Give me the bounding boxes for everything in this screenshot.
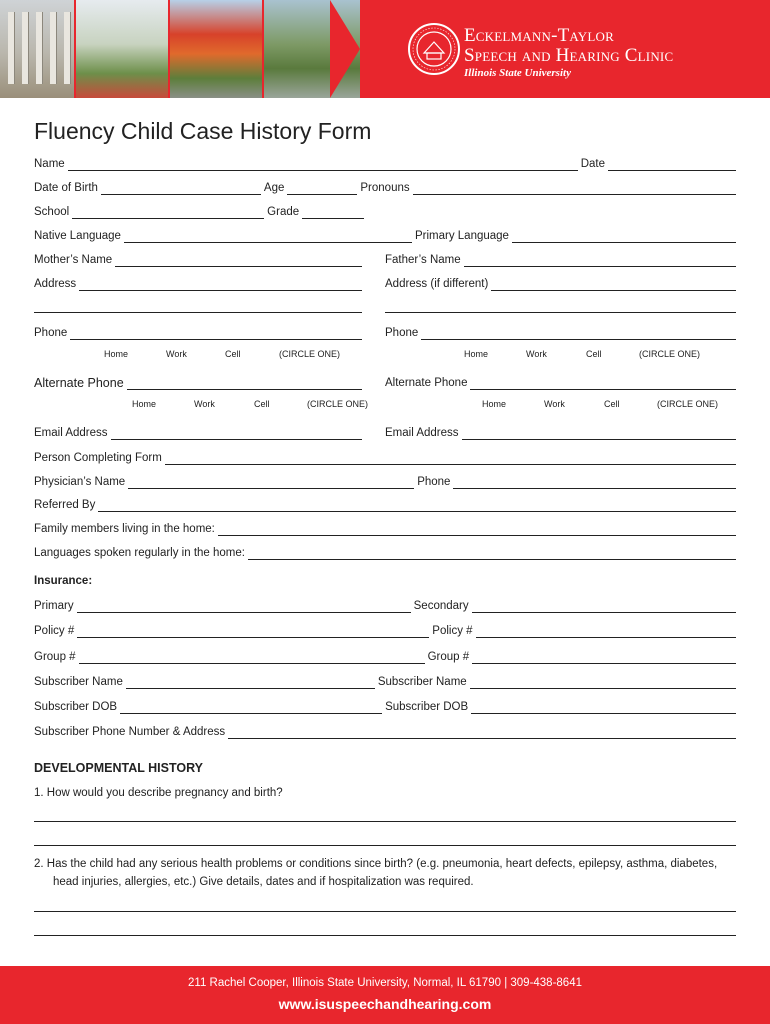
question-1: 1. How would you describe pregnancy and birth?	[34, 787, 283, 799]
phone-label-2: Phone	[385, 327, 419, 339]
policy-row	[34, 624, 736, 638]
alt-phone-option-work[interactable]: Work	[194, 399, 215, 409]
alt-phone-option-circle-note: (CIRCLE ONE)	[307, 399, 369, 409]
email-label-2: Email Address	[385, 427, 459, 439]
subscriber-name-label: Subscriber Name	[34, 676, 123, 688]
email-row	[34, 426, 362, 440]
fathers-name-label: Father’s Name	[385, 254, 461, 266]
campus-photo-tree	[170, 0, 262, 98]
mothers-name-field[interactable]	[115, 255, 362, 267]
subscriber-name-row	[34, 675, 736, 689]
policy-field-2[interactable]	[476, 626, 736, 638]
address-line-2[interactable]	[34, 312, 362, 313]
phone-option-work[interactable]: Work	[166, 349, 187, 359]
group-label: Group #	[34, 651, 76, 663]
native-language-field[interactable]	[124, 231, 412, 243]
subscriber-phone-row	[34, 725, 736, 739]
phone2-option-circle-note: (CIRCLE ONE)	[639, 349, 701, 359]
pronouns-label: Pronouns	[360, 182, 410, 194]
footer-address: 211 Rachel Cooper, Illinois State University, Normal, IL 61790 | 309-438-8641	[188, 977, 582, 989]
phone-row	[34, 326, 362, 340]
alt-phone-label: Alternate Phone	[34, 376, 124, 390]
question-2-answer-line-1[interactable]	[34, 911, 736, 912]
language-row	[34, 229, 736, 243]
mothers-name-row	[34, 253, 362, 267]
clinic-name-line1: Eckelmann-Taylor	[464, 25, 614, 46]
phone-field-2[interactable]	[421, 328, 736, 340]
alt-phone2-option-cell[interactable]: Cell	[604, 399, 620, 409]
group-field-2[interactable]	[472, 652, 736, 664]
referred-by-label: Referred By	[34, 499, 96, 511]
fathers-name-field[interactable]	[464, 255, 736, 267]
university-seal-icon	[407, 22, 461, 76]
alt-phone-option-home[interactable]: Home	[132, 399, 157, 409]
campus-photo-building	[0, 0, 74, 98]
family-members-label: Family members living in the home:	[34, 523, 215, 535]
subscriber-dob-row	[34, 700, 736, 714]
policy-field[interactable]	[77, 626, 429, 638]
person-completing-row	[34, 451, 736, 465]
grade-label: Grade	[267, 206, 300, 218]
referred-by-row	[34, 498, 736, 512]
school-row	[34, 205, 364, 219]
question-1-answer-line-1[interactable]	[34, 821, 736, 822]
phone-option-home[interactable]: Home	[104, 349, 129, 359]
group-field[interactable]	[79, 652, 425, 664]
primary-insurance-label: Primary	[34, 600, 74, 612]
insurance-label: Insurance:	[34, 575, 93, 587]
address-row	[34, 277, 362, 291]
email-row-2	[385, 426, 736, 440]
primary-language-field[interactable]	[512, 231, 736, 243]
subscriber-name-label-2: Subscriber Name	[377, 676, 467, 688]
subscriber-name-field-2[interactable]	[470, 677, 736, 689]
name-field[interactable]	[68, 159, 578, 171]
footer-bar	[0, 966, 770, 1024]
phone2-option-home[interactable]: Home	[464, 349, 489, 359]
referred-by-field[interactable]	[98, 500, 736, 512]
age-label: Age	[263, 182, 285, 194]
header-banner	[0, 0, 770, 98]
phone-label: Phone	[34, 327, 68, 339]
address-different-label: Address (if different)	[385, 278, 489, 290]
phone-option-cell[interactable]: Cell	[225, 349, 241, 359]
languages-spoken-label: Languages spoken regularly in the home:	[34, 547, 245, 559]
dob-row	[34, 181, 736, 195]
clinic-name-line2: Speech and Hearing Clinic	[464, 45, 674, 66]
subscriber-phone-field[interactable]	[228, 727, 736, 739]
form-title: Fluency Child Case History Form	[34, 118, 372, 144]
name-label: Name	[34, 158, 65, 170]
subscriber-dob-label-2: Subscriber DOB	[385, 701, 469, 713]
date-field[interactable]	[608, 159, 736, 171]
phone2-option-work[interactable]: Work	[526, 349, 547, 359]
person-completing-field[interactable]	[165, 453, 736, 465]
school-label: School	[34, 206, 70, 218]
email-field-2[interactable]	[462, 428, 736, 440]
mothers-name-label: Mother’s Name	[34, 254, 113, 266]
physician-phone-field[interactable]	[453, 477, 736, 489]
phone-type-options	[0, 349, 770, 361]
alt-phone2-option-home[interactable]: Home	[482, 399, 507, 409]
physicians-name-label: Physician’s Name	[34, 476, 126, 488]
native-language-label: Native Language	[34, 230, 121, 242]
insurance-heading	[34, 574, 92, 588]
physicians-name-field[interactable]	[128, 477, 414, 489]
grade-field[interactable]	[302, 207, 364, 219]
name-date-row	[34, 157, 736, 171]
secondary-insurance-field[interactable]	[472, 601, 736, 613]
pronouns-field[interactable]	[413, 183, 736, 195]
clinic-name-block	[464, 26, 673, 80]
question-2-answer-line-2[interactable]	[34, 935, 736, 936]
footer-website-link[interactable]: www.isuspeechandhearing.com	[278, 996, 492, 1012]
subscriber-dob-label: Subscriber DOB	[34, 701, 118, 713]
alt-phone-row	[34, 376, 362, 390]
address-different-field[interactable]	[491, 279, 736, 291]
phone-option-circle-note: (CIRCLE ONE)	[279, 349, 341, 359]
primary-insurance-row	[34, 599, 736, 613]
university-name: Illinois State University	[464, 67, 571, 79]
address-label: Address	[34, 278, 77, 290]
banner-chevron	[330, 0, 360, 98]
phone2-option-cell[interactable]: Cell	[586, 349, 602, 359]
campus-photo-strip	[0, 0, 360, 98]
policy-label-2: Policy #	[432, 625, 473, 637]
alt-phone2-option-work[interactable]: Work	[544, 399, 565, 409]
family-members-field[interactable]	[218, 524, 736, 536]
subscriber-dob-field-2[interactable]	[471, 702, 736, 714]
primary-insurance-field[interactable]	[77, 601, 411, 613]
group-label-2: Group #	[427, 651, 470, 663]
phone-field[interactable]	[70, 328, 362, 340]
campus-photo-flags	[76, 0, 168, 98]
alt-phone-label-2: Alternate Phone	[385, 377, 468, 389]
developmental-history-heading: DEVELOPMENTAL HISTORY	[34, 761, 204, 775]
person-completing-label: Person Completing Form	[34, 452, 162, 464]
dob-label: Date of Birth	[34, 182, 98, 194]
languages-spoken-field[interactable]	[248, 548, 736, 560]
fathers-name-row	[385, 253, 736, 267]
alt-phone-type-options	[0, 399, 770, 411]
secondary-insurance-label: Secondary	[413, 600, 469, 612]
school-field[interactable]	[72, 207, 264, 219]
alt-phone-field-2[interactable]	[470, 378, 736, 390]
policy-label: Policy #	[34, 625, 75, 637]
address-different-line-2[interactable]	[385, 312, 736, 313]
subscriber-phone-label: Subscriber Phone Number & Address	[34, 726, 226, 738]
physician-phone-label: Phone	[417, 476, 451, 488]
alt-phone-field[interactable]	[127, 378, 362, 390]
email-field[interactable]	[111, 428, 362, 440]
subscriber-name-field[interactable]	[126, 677, 375, 689]
group-row	[34, 650, 736, 664]
subscriber-dob-field[interactable]	[120, 702, 382, 714]
age-field[interactable]	[287, 183, 357, 195]
question-1-answer-line-2[interactable]	[34, 845, 736, 846]
physician-row	[34, 475, 736, 489]
dob-field[interactable]	[101, 183, 261, 195]
phone-row-2	[385, 326, 736, 340]
primary-language-label: Primary Language	[414, 230, 509, 242]
languages-spoken-row	[34, 546, 736, 560]
address-different-row	[385, 277, 736, 291]
alt-phone-row-2	[385, 376, 736, 390]
question-2: 2. Has the child had any serious health problems or conditions since birth? (e.g. pneumonia, heart defects, epilepsy, asthma, diabetes,	[34, 858, 718, 870]
date-label: Date	[580, 158, 605, 170]
alt-phone-option-cell[interactable]: Cell	[254, 399, 270, 409]
address-field[interactable]	[79, 279, 362, 291]
alt-phone2-option-circle-note: (CIRCLE ONE)	[657, 399, 719, 409]
question-2-continued: head injuries, allergies, etc.) Give details, dates and if hospitalization was required.	[53, 876, 474, 888]
email-label: Email Address	[34, 427, 108, 439]
family-members-row	[34, 522, 736, 536]
